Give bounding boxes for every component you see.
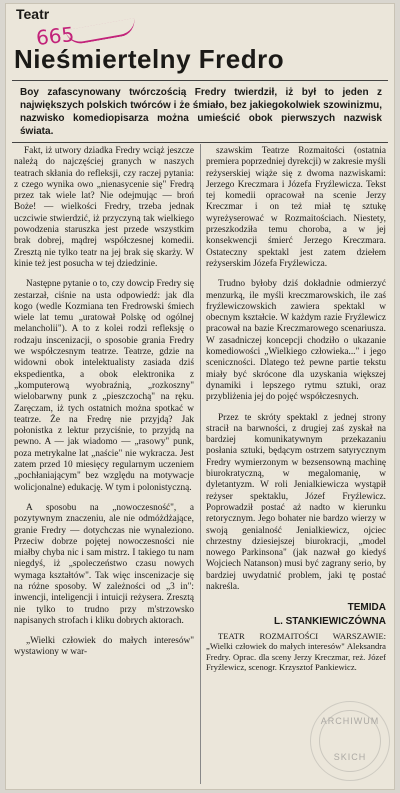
paragraph: Następne pytanie o to, czy dowcip Fredry się zestarzał, ciśnie na usta odpowiedź: jak dla kogo (wedle Kozmiana ten Fredrowski śmiech wiele lat temu „uratował Polskę od ogólnej melancholii"). A to z kolei rodzi refleksję o rodzaju inscenizacji, o sposobie grania Fredry we współczesnym teatrze. Teatrze, gdzie na widowni obok intelektualisty zasiada dziś ekspedientka, a obok elektronika z „komputerową wyobraźnią, „rozkoszny" wielobarwny punk z „pieszczochą" na ręku. Zaręczam, iż tych ostatnich można spotkać w teatrze. Że na Fredrę nie przyjdą? Jak połonistka z lektur przyciśnie, to przyjdą na pewno. A — jak wiadomo — „rasowy" punk, poza metrykalne lat „naście" nie wykracza. Jest zatem przed 10 miesięcy regularnym uczeniem „pochłaniającym" bez względu na motywacje wolicjonalne) edukację. W tym i polonistyczną. bbox=[14, 279, 194, 493]
stamp-text-bottom: SKICH bbox=[333, 752, 367, 762]
production-info: TEATR ROZMAITOŚCI WARSZAWIE: „Wielki człowiek do małych interesów" Aleksandra Fredry. Oprac. dla sceny Jerzy Kreczmar, reż. Józef Fryźlewicz, scenogr. Krzysztof Pankiewicz. bbox=[206, 630, 386, 673]
headline-rule bbox=[12, 80, 388, 81]
paragraph: Trudno byłoby dziś dokładnie odmierzyć menzurką, ile myśli kreczmarowskich, ile zaś fryźlewiczowskich zawiera spektakl w obecnym kształcie. W każdym razie Fryźlewicz pracował na bazie Kreczmarowego scenariusza. W zasadniczej koncepcji chodziło o ukazanie komediowości „Wielkiego człowieka..." i jego sceniczności. Dlatego też pewne partie tekstu miały być skrócone dla uzyskania większej dynamiki i lepszego rytmu sztuki, oraz przybliżenia jej do pojęć współczesnych. bbox=[206, 279, 386, 403]
right-column bbox=[206, 146, 386, 682]
stamp-text-top: ARCHIWUM bbox=[320, 716, 380, 726]
column-divider bbox=[200, 144, 201, 784]
handwritten-annotation: 665 bbox=[34, 22, 76, 50]
newspaper-clipping bbox=[6, 4, 394, 789]
headline: Nieśmiertelny Fredro bbox=[14, 44, 285, 74]
annotation-stroke bbox=[65, 18, 137, 46]
section-label: Teatr bbox=[16, 6, 50, 22]
paragraph: A sposobu na „nowoczesność", a pozytywnym znaczeniu, ale nie odmóżdżające, granie Fredry — dotychczas nie wynaleziono. Przeciw dobrze pojętej nowoczesności nie miałby chyba nic i sam mistrz. I takiego tu nam niegdyś, iż „spoleczeństwo czasu nowych wymaga kształtów". Tak więc inscenizacje się na różne sposoby. W zależności od „3 in": inwencji, inteligencji i intuicji reżysera. Zresztą nie tylko to trudno przy m'strzowsko napisanych strofach i kliku dobrych aktorach. bbox=[14, 502, 194, 626]
paragraph: Fakt, iż utwory dziadka Fredry wciąż jeszcze należą do najczęściej granych w naszych teatrach skłania do refleksji, czy raczej pytania: z czego wynika owo „nienasycenie się" Fredrą przez tak wiele lat? Nie odejmując — broń Boże! — wielkości Fredry, trzeba jednak uczciwie stwierdzić, iż przyczyną tak wielkiego powodzenia staruszka jest przede wszystkim brak dobrej, mądrej współczesnej komedii. Zresztą nie tylko teatr na jej brak się skarży. W kinie też jest posucha w tej dziedzinie. bbox=[14, 146, 194, 269]
paragraph: szawskim Teatrze Rozmaitości (ostatnia premiera poprzedniej dyrekcji) w zakresie myśli reżyserskiej wiąże się z dwoma nazwiskami: Jerzego Kreczmara i Józefa Fryźlewicza. Tekst tej komedii opracował na scenie Jerzy Kreczmar i on też miał tę sztukę wyreżyserować w Rozmaitościach. Niestety, przeszkodziła temu choroba, a w jej konsekwencji śmierć Jerzego Kreczmara. Ostateczny spektakl jest zatem dziełem reżyserskim Józefa Fryźlewicza. bbox=[206, 146, 386, 269]
lead-paragraph: Boy zafascynowany twórczością Fredry twierdził, iż był to jeden z największych polskich twórców i że śmiało, bez jakiegokolwiek szowinizmu, nazwisko komediopisarza można umieścić obok pierwszych nazwisk świata. bbox=[20, 87, 382, 137]
archive-stamp bbox=[310, 701, 390, 781]
paragraph: Przez te skróty spektakl z jednej strony stracił na barwności, z drugiej zaś zyskał na bardziej komunikatywnym przekazaniu posłania sztuki, będącym ostrzem satyrycznym Fredry wymierzonym w bezsensowną machinę biurokratyczną, w megalomanię, w dyletantyzm. W roli Jenialkiewicza wystąpił reżyser spektaklu, Józef Fryźlewicz. Poprowadził postać aż nadto w kierunku retorycznym. Jego bohater nie bardzo wierzy w swoją genialność Jenialkiewicz, ojciec chrzestny dziesiejszej biurokracji, „model nowego Parkinsona" (jak nazwał go kiedyś Wojciech Natanson) musi być zagrany serio, by bardziej uwydatnić problem, jaki tę postać nakreśla. bbox=[206, 412, 386, 592]
paragraph: „Wielki człowiek do małych interesów" wystawiony w war- bbox=[14, 636, 194, 658]
lead-rule bbox=[12, 142, 388, 143]
left-column bbox=[14, 146, 194, 668]
signature-pseudonym: TEMIDA bbox=[347, 602, 386, 614]
signature-author: L. STANKIEWICZÓWNA bbox=[273, 615, 386, 627]
